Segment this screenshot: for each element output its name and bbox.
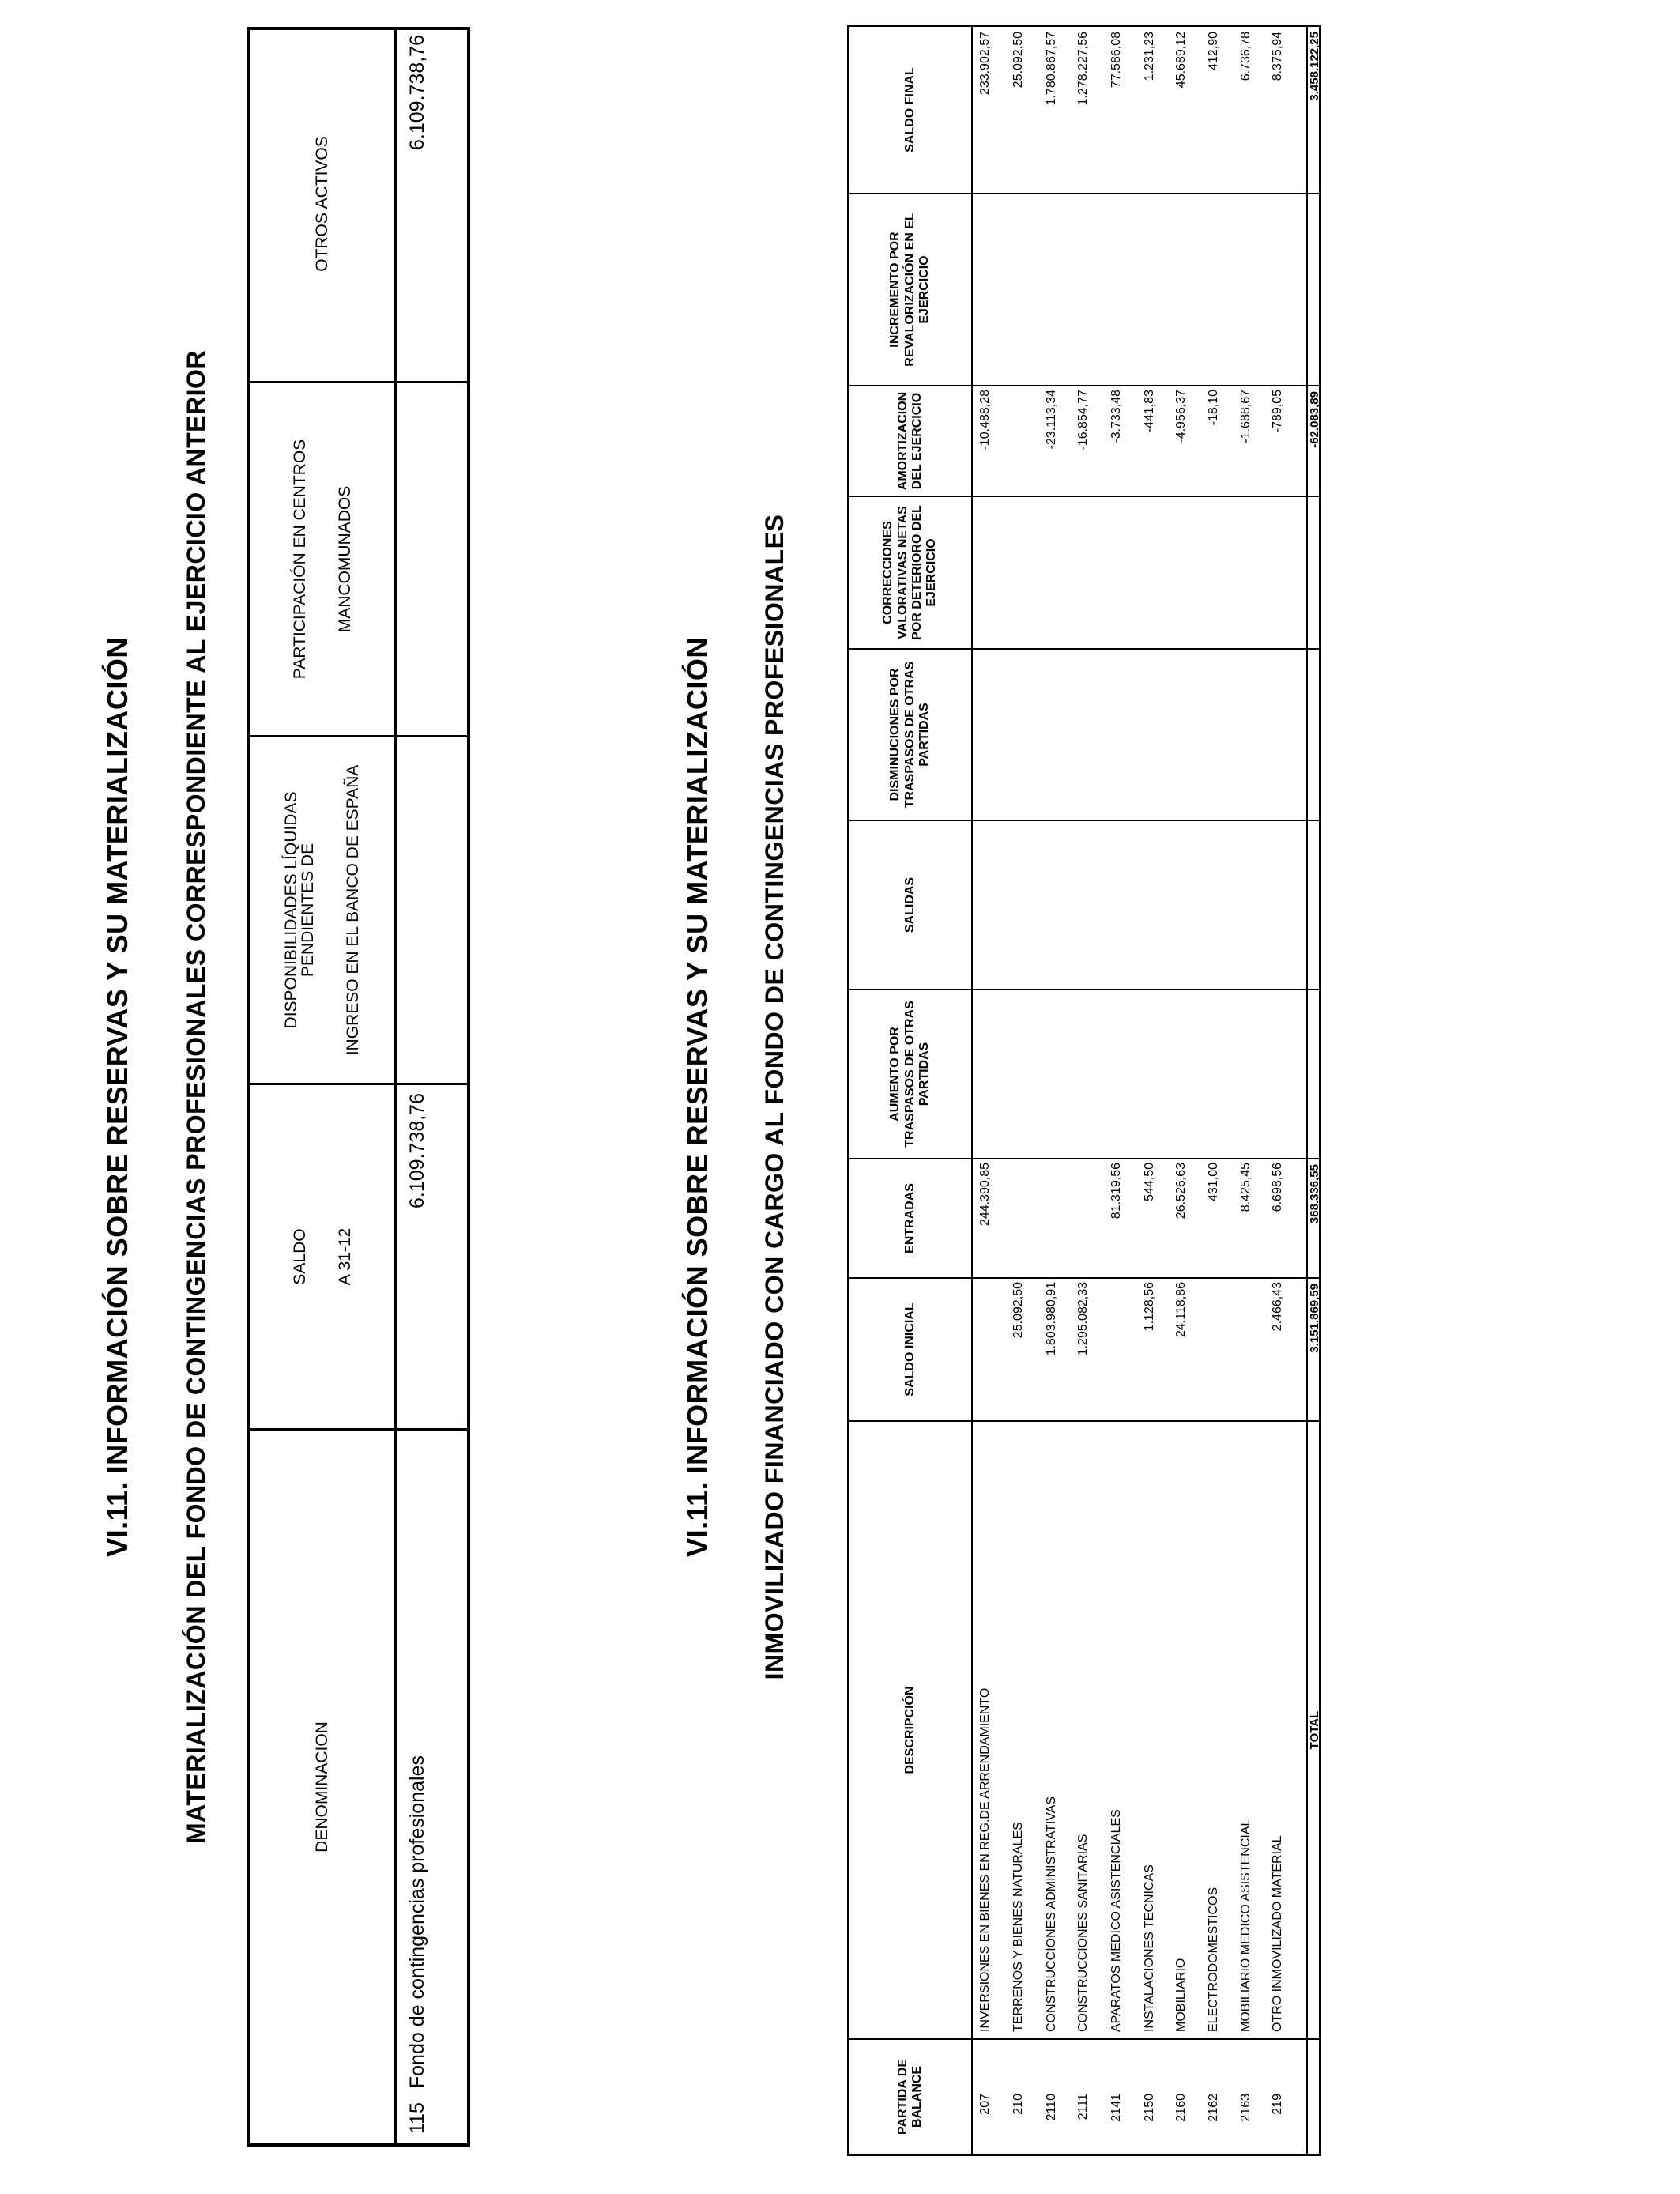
header-saldo-inicial: SALDO INICIAL [849, 1277, 971, 1420]
inmovilizado-table-header [849, 27, 973, 2154]
cell-partida: 2150 [1143, 2094, 1156, 2122]
row-saldo: 6.109.738,76 [397, 1083, 468, 1428]
row-otros-activos: 6.109.738,76 [406, 35, 428, 150]
cell-entradas: 6.698,56 [1271, 1163, 1284, 1212]
cell-descripcion: TERRENOS Y BIENES NATURALES [1011, 1822, 1025, 2032]
header-otros-activos: OTROS ACTIVOS [313, 136, 331, 272]
cell-saldo-final: 233.902,57 [978, 32, 992, 96]
cell-entradas: 26.526,63 [1174, 1163, 1188, 1220]
cell-descripcion: OTRO INMOVILIZADO MATERIAL [1271, 1835, 1284, 2032]
header-saldo-final: SALDO FINAL [902, 67, 917, 153]
cell-amortizacion: -23.113,34 [1045, 390, 1058, 450]
cell-descripcion: INVERSIONES EN BIENES EN REG.DE ARRENDAMIENTO [978, 1687, 992, 2032]
total-aumento [1308, 989, 1321, 1158]
table-row [1204, 27, 1223, 2154]
table-row [1140, 27, 1159, 2154]
header-participacion: PARTICIPACIÓN EN CENTROS MANCOMUNADOS [250, 381, 394, 735]
total-saldo-inicial: 3.151.869,59 [1308, 1277, 1321, 1420]
header-correcciones: CORRECCIONES VALORATIVAS NETAS POR DETERIORO DEL EJERCICIO [849, 496, 971, 648]
table-row [1268, 27, 1287, 2154]
cell-descripcion: MOBILIARIO MEDICO ASISTENCIAL [1239, 1819, 1252, 2032]
cell-entradas: 431,00 [1207, 1163, 1220, 1201]
cell-amortizacion: -4.956,37 [1174, 390, 1188, 443]
cell-entradas: 244.390,85 [978, 1163, 992, 1227]
cell-amortizacion: -789,05 [1271, 390, 1284, 433]
row-disponibilidades [397, 735, 468, 1083]
cell-amortizacion: -10.488,28 [978, 390, 992, 450]
cell-saldo-inicial: 25.092,50 [1011, 1282, 1025, 1339]
cell-saldo-final: 412,90 [1207, 32, 1220, 70]
cell-saldo-final: 77.586,08 [1109, 32, 1123, 89]
cell-saldo-final: 8.375,94 [1271, 32, 1284, 81]
header-aumento: AUMENTO POR TRASPASOS DE OTRAS PARTIDAS [849, 989, 971, 1158]
section2-subtitle: INMOVILIZADO FINANCIADO CON CARGO AL FONDO DE CONTINGENCIAS PROFESIONALES [760, 514, 789, 1680]
cell-amortizacion: -441,83 [1143, 390, 1156, 433]
total-incremento [1308, 193, 1321, 385]
cell-descripcion: INSTALACIONES TECNICAS [1143, 1864, 1156, 2032]
table-row [1074, 27, 1093, 2154]
header-disminuciones: DISMINUCIONES POR TRASPASOS DE OTRAS PARTIDAS [849, 648, 971, 820]
header-saldo: SALDO A 31-12 [250, 1083, 394, 1428]
cell-saldo-inicial: 1.128,56 [1143, 1282, 1156, 1332]
cell-saldo-final: 1.231,23 [1143, 32, 1156, 81]
cell-partida: 207 [978, 2094, 992, 2115]
table-row [1042, 27, 1061, 2154]
header-salidas: SALIDAS [849, 820, 971, 989]
header-amortizacion: AMORTIZACION DEL EJERCICIO [849, 385, 971, 496]
total-row [1306, 27, 1321, 2154]
total-correcciones [1308, 496, 1321, 648]
cell-saldo-inicial: 1.295.082,33 [1076, 1282, 1090, 1356]
cell-entradas: 8.425,45 [1239, 1163, 1252, 1212]
cell-partida: 2141 [1109, 2094, 1123, 2122]
table-row [976, 27, 995, 2154]
inmovilizado-table-body [973, 27, 1306, 2154]
reserves-table [247, 27, 470, 2147]
table-row [1107, 27, 1126, 2154]
cell-partida: 2160 [1174, 2094, 1188, 2122]
header-descripcion: DESCRIPCIÓN [849, 1420, 971, 2038]
total-salidas [1308, 820, 1321, 989]
row-participacion [397, 381, 468, 735]
table-row [1009, 27, 1028, 2154]
cell-descripcion: ELECTRODOMESTICOS [1207, 1887, 1220, 2032]
table-row [1172, 27, 1191, 2154]
table-row [1237, 27, 1256, 2154]
header-incremento: INCREMENTO POR REVALORIZACIÓN EN EL EJERCICIO [849, 193, 971, 385]
cell-descripcion: CONSTRUCCIONES SANITARIAS [1076, 1834, 1090, 2032]
header-partida: PARTIDA DE BALANCE [849, 2038, 971, 2154]
header-disponibilidades: DISPONIBILIDADES LÍQUIDAS PENDIENTES DE INGRESO EN EL BANCO DE ESPAÑA [250, 735, 394, 1083]
cell-partida: 2163 [1239, 2094, 1252, 2122]
cell-partida: 2162 [1207, 2094, 1220, 2122]
cell-saldo-inicial: 1.803.980,91 [1045, 1282, 1058, 1356]
cell-saldo-final: 1.278.227,56 [1076, 32, 1090, 106]
inmovilizado-table [847, 25, 1321, 2156]
cell-amortizacion: -16.854,77 [1076, 390, 1090, 450]
section2-title: VI.11. INFORMACIÓN SOBRE RESERVAS Y SU MATERIALIZACIÓN [681, 637, 714, 1557]
total-label: TOTAL [1308, 1420, 1321, 2038]
cell-entradas: 81.319,56 [1109, 1163, 1123, 1220]
header-denominacion: DENOMINACION [250, 1428, 394, 2143]
cell-entradas: 544,50 [1143, 1163, 1156, 1201]
cell-partida: 2110 [1045, 2094, 1058, 2121]
cell-descripcion: APARATOS MEDICO ASISTENCIALES [1109, 1809, 1123, 2032]
reserves-table-header [250, 30, 397, 2143]
header-entradas: ENTRADAS [849, 1158, 971, 1277]
cell-partida: 2111 [1076, 2094, 1090, 2120]
total-saldo-final: 3.458.122,25 [1308, 32, 1321, 101]
table-row [397, 30, 468, 2143]
section1-subtitle: MATERIALIZACIÓN DEL FONDO DE CONTINGENCIAS PROFESIONALES CORRESPONDIENTE AL EJERCICIO ANTERIOR [182, 349, 210, 1845]
cell-saldo-final: 1.780.867,57 [1045, 32, 1058, 106]
cell-saldo-final: 6.736,78 [1239, 32, 1252, 81]
cell-saldo-final: 25.092,50 [1011, 32, 1025, 89]
cell-saldo-final: 45.689,12 [1174, 32, 1188, 89]
cell-descripcion: CONSTRUCCIONES ADMINISTRATIVAS [1045, 1796, 1058, 2032]
cell-partida: 219 [1271, 2094, 1284, 2115]
cell-amortizacion: -3.733,48 [1109, 390, 1123, 443]
total-entradas: 368.336,55 [1308, 1158, 1321, 1277]
cell-saldo-inicial: 24.118,86 [1174, 1282, 1188, 1337]
cell-amortizacion: -18,10 [1207, 390, 1220, 426]
total-amortizacion: -62.083,89 [1308, 385, 1321, 496]
section1-title: VI.11. INFORMACIÓN SOBRE RESERVAS Y SU MATERIALIZACIÓN [101, 637, 134, 1557]
total-disminuciones [1308, 648, 1321, 820]
cell-descripcion: MOBILIARIO [1174, 1958, 1188, 2032]
cell-partida: 210 [1011, 2094, 1025, 2115]
total-partida [1308, 2038, 1321, 2154]
cell-saldo-inicial: 2.466,43 [1271, 1282, 1284, 1332]
row-denominacion: 115 Fondo de contingencias profesionales [397, 1428, 468, 2143]
cell-amortizacion: -1.688,67 [1239, 390, 1252, 443]
